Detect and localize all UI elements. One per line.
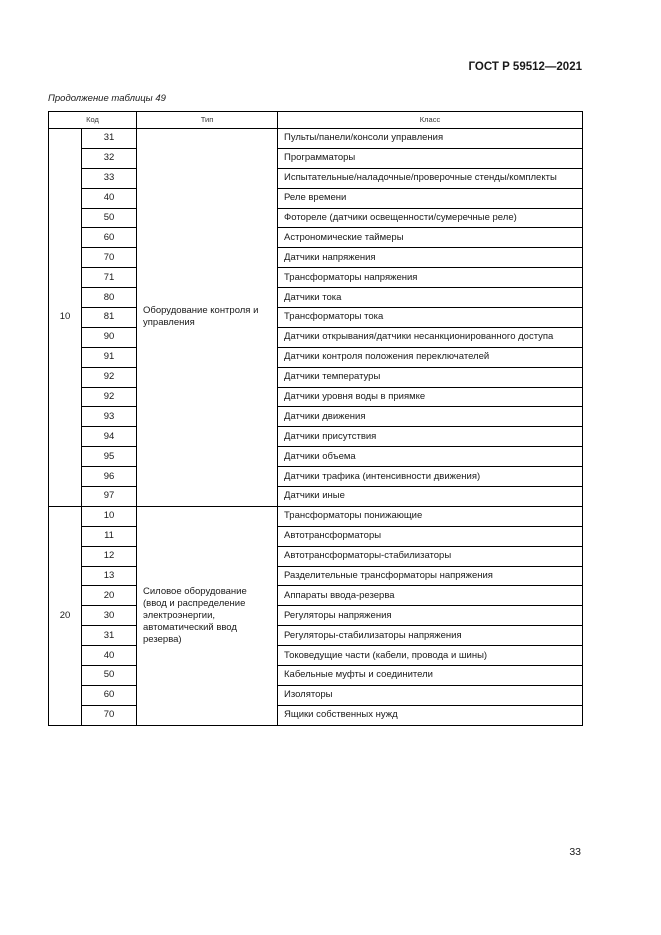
standard-code: ГОСТ Р 59512—2021 bbox=[468, 61, 582, 73]
class-cell: Программаторы bbox=[278, 148, 583, 168]
group-type: Оборудование контроля и управления bbox=[137, 129, 278, 507]
table-row bbox=[49, 327, 583, 347]
subcode-cell: 95 bbox=[82, 447, 137, 467]
table-row bbox=[49, 288, 583, 308]
table-row bbox=[49, 566, 583, 586]
subcode-cell: 71 bbox=[82, 268, 137, 288]
class-cell: Регуляторы напряжения bbox=[278, 606, 583, 626]
class-cell: Испытательные/наладочные/проверочные стенды/комплекты bbox=[278, 168, 583, 188]
class-cell: Датчики тока bbox=[278, 288, 583, 308]
table-row bbox=[49, 347, 583, 367]
classification-table bbox=[48, 111, 583, 726]
class-cell: Автотрансформаторы bbox=[278, 526, 583, 546]
table-row bbox=[49, 248, 583, 268]
subcode-cell: 20 bbox=[82, 586, 137, 606]
table-row bbox=[49, 308, 583, 328]
class-cell: Токоведущие части (кабели, провода и шины) bbox=[278, 646, 583, 666]
subcode-cell: 30 bbox=[82, 606, 137, 626]
subcode-cell: 60 bbox=[82, 685, 137, 705]
class-cell: Автотрансформаторы-стабилизаторы bbox=[278, 546, 583, 566]
table-caption: Продолжение таблицы 49 bbox=[48, 93, 166, 104]
group-type: Силовое оборудование (ввод и распределение электроэнергии, автоматический ввод резерва) bbox=[137, 506, 278, 725]
table-body bbox=[49, 129, 583, 726]
subcode-cell: 12 bbox=[82, 546, 137, 566]
table-row bbox=[49, 447, 583, 467]
subcode-cell: 60 bbox=[82, 228, 137, 248]
header-type: Тип bbox=[137, 112, 278, 129]
class-cell: Датчики температуры bbox=[278, 367, 583, 387]
subcode-cell: 96 bbox=[82, 467, 137, 487]
table-row bbox=[49, 129, 583, 149]
table-row bbox=[49, 148, 583, 168]
class-cell: Трансформаторы тока bbox=[278, 308, 583, 328]
class-cell: Датчики присутствия bbox=[278, 427, 583, 447]
subcode-cell: 31 bbox=[82, 129, 137, 149]
page-number: 33 bbox=[569, 846, 581, 858]
subcode-cell: 11 bbox=[82, 526, 137, 546]
table-row bbox=[49, 407, 583, 427]
subcode-cell: 32 bbox=[82, 148, 137, 168]
class-cell: Датчики контроля положения переключателей bbox=[278, 347, 583, 367]
subcode-cell: 10 bbox=[82, 506, 137, 526]
class-cell: Регуляторы-стабилизаторы напряжения bbox=[278, 626, 583, 646]
class-cell: Датчики иные bbox=[278, 487, 583, 507]
table-row bbox=[49, 188, 583, 208]
table-row bbox=[49, 268, 583, 288]
table-row bbox=[49, 228, 583, 248]
class-cell: Кабельные муфты и соединители bbox=[278, 666, 583, 686]
class-cell: Трансформаторы напряжения bbox=[278, 268, 583, 288]
class-cell: Астрономические таймеры bbox=[278, 228, 583, 248]
group-code: 10 bbox=[49, 129, 82, 507]
table-row bbox=[49, 487, 583, 507]
table-row bbox=[49, 427, 583, 447]
subcode-cell: 90 bbox=[82, 327, 137, 347]
subcode-cell: 97 bbox=[82, 487, 137, 507]
subcode-cell: 70 bbox=[82, 248, 137, 268]
header-class: Класс bbox=[278, 112, 583, 129]
subcode-cell: 92 bbox=[82, 367, 137, 387]
subcode-cell: 33 bbox=[82, 168, 137, 188]
table-row bbox=[49, 685, 583, 705]
table-row bbox=[49, 586, 583, 606]
table-row bbox=[49, 367, 583, 387]
class-cell: Датчики объема bbox=[278, 447, 583, 467]
subcode-cell: 40 bbox=[82, 188, 137, 208]
subcode-cell: 40 bbox=[82, 646, 137, 666]
subcode-cell: 81 bbox=[82, 308, 137, 328]
table-row bbox=[49, 526, 583, 546]
table-row bbox=[49, 387, 583, 407]
class-cell: Фотореле (датчики освещенности/сумеречные реле) bbox=[278, 208, 583, 228]
subcode-cell: 50 bbox=[82, 666, 137, 686]
class-cell: Датчики трафика (интенсивности движения) bbox=[278, 467, 583, 487]
subcode-cell: 13 bbox=[82, 566, 137, 586]
header-code: Код bbox=[49, 112, 137, 129]
class-cell: Пульты/панели/консоли управления bbox=[278, 129, 583, 149]
subcode-cell: 31 bbox=[82, 626, 137, 646]
table-row bbox=[49, 626, 583, 646]
subcode-cell: 91 bbox=[82, 347, 137, 367]
class-cell: Реле времени bbox=[278, 188, 583, 208]
class-cell: Датчики движения bbox=[278, 407, 583, 427]
class-cell: Изоляторы bbox=[278, 685, 583, 705]
class-cell: Датчики напряжения bbox=[278, 248, 583, 268]
class-cell: Ящики собственных нужд bbox=[278, 705, 583, 725]
table-header-row bbox=[49, 112, 583, 129]
table-row bbox=[49, 168, 583, 188]
subcode-cell: 92 bbox=[82, 387, 137, 407]
subcode-cell: 50 bbox=[82, 208, 137, 228]
table-row bbox=[49, 705, 583, 725]
table-row bbox=[49, 208, 583, 228]
table-row bbox=[49, 506, 583, 526]
table-row bbox=[49, 546, 583, 566]
table-row bbox=[49, 666, 583, 686]
class-cell: Аппараты ввода-резерва bbox=[278, 586, 583, 606]
group-code: 20 bbox=[49, 506, 82, 725]
table-row bbox=[49, 606, 583, 626]
table-row bbox=[49, 646, 583, 666]
subcode-cell: 94 bbox=[82, 427, 137, 447]
subcode-cell: 80 bbox=[82, 288, 137, 308]
subcode-cell: 93 bbox=[82, 407, 137, 427]
table-row bbox=[49, 467, 583, 487]
class-cell: Датчики уровня воды в приямке bbox=[278, 387, 583, 407]
class-cell: Датчики открывания/датчики несанкционированного доступа bbox=[278, 327, 583, 347]
class-cell: Трансформаторы понижающие bbox=[278, 506, 583, 526]
class-cell: Разделительные трансформаторы напряжения bbox=[278, 566, 583, 586]
subcode-cell: 70 bbox=[82, 705, 137, 725]
